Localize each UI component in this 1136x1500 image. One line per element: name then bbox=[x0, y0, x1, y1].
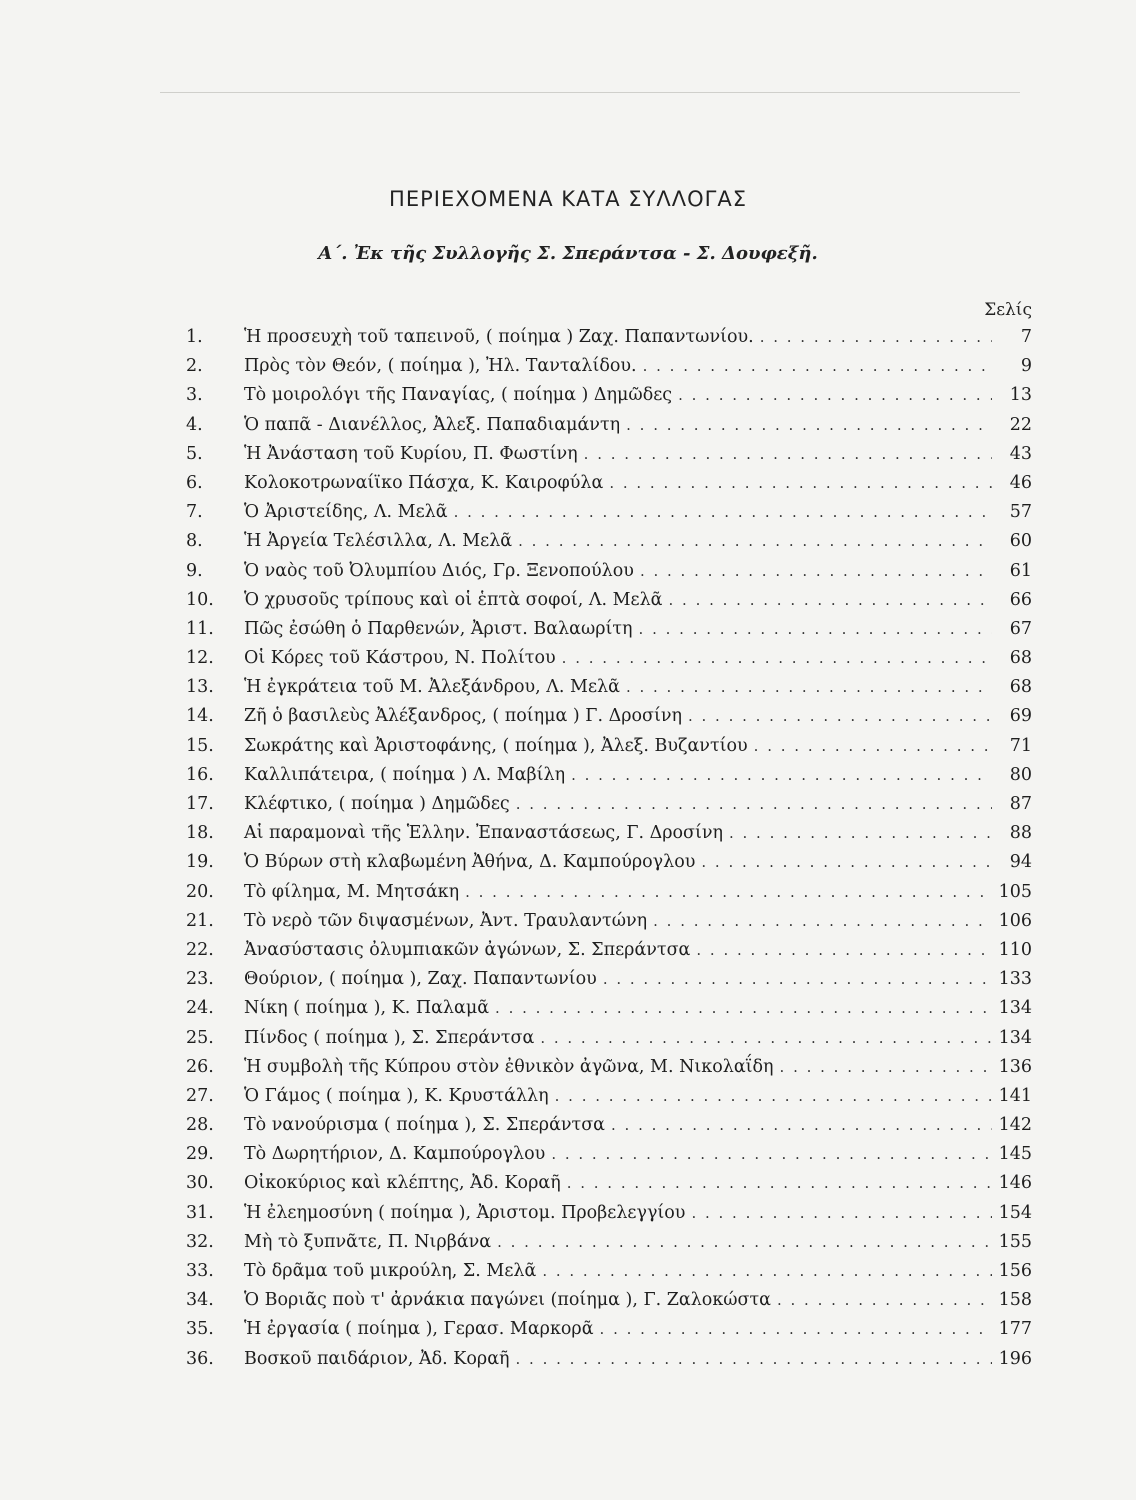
toc-entry bbox=[186, 1203, 1032, 1232]
toc-entry-number: 1. bbox=[186, 327, 203, 347]
toc-entry-title: Τὸ Δωρητήριον, Δ. Καμπούρογλου bbox=[244, 1144, 546, 1165]
toc-entry bbox=[186, 385, 1032, 414]
toc-entry-number: 6. bbox=[186, 472, 203, 493]
toc-entry-title: Καλλιπάτειρα, ( ποίημα ) Λ. Μαβίλη bbox=[244, 764, 566, 785]
toc-entry-title: Πῶς ἐσώθη ὁ Παρθενών, Ἀριστ. Βαλαωρίτη bbox=[244, 618, 633, 639]
dot-leader bbox=[600, 1320, 992, 1338]
dot-leader bbox=[780, 1058, 992, 1076]
dot-leader bbox=[626, 678, 992, 696]
dot-leader bbox=[609, 474, 992, 492]
dot-leader bbox=[639, 620, 992, 638]
toc-entry-page: 57 bbox=[1009, 502, 1032, 523]
page-title: ΠΕΡΙΕΧΟΜΕΝΑ ΚΑΤΑ ΣΥΛΛΟΓΑΣ bbox=[389, 187, 747, 211]
dot-leader bbox=[497, 1233, 992, 1251]
toc-entry-page: 87 bbox=[1009, 794, 1032, 814]
toc-entry-number: 33. bbox=[186, 1261, 214, 1281]
toc-entry-number: 7. bbox=[186, 502, 203, 523]
dot-leader bbox=[640, 562, 992, 580]
toc-entry-title: Κολοκοτρωναίϊκο Πάσχα, Κ. Καιροφύλα bbox=[244, 472, 604, 493]
toc-entry-page: 68 bbox=[1009, 677, 1032, 698]
toc-entry-title: Θούριον, ( ποίημα ), Ζαχ. Παπαντωνίου bbox=[244, 969, 597, 990]
toc-entry bbox=[186, 1232, 1032, 1261]
toc-entry bbox=[186, 677, 1032, 706]
toc-entry-page: 133 bbox=[998, 969, 1032, 990]
toc-entry bbox=[186, 911, 1032, 940]
toc-entry-number: 19. bbox=[186, 852, 214, 873]
toc-entry-number: 21. bbox=[186, 910, 214, 931]
dot-leader bbox=[555, 1087, 992, 1105]
toc-entry-title: Οἱ Κόρες τοῦ Κάστρου, Ν. Πολίτου bbox=[244, 648, 556, 669]
toc-entry bbox=[186, 619, 1032, 648]
dot-leader bbox=[495, 999, 992, 1017]
toc-entry-number: 4. bbox=[186, 414, 203, 435]
toc-entry-title: Αἱ παραμοναὶ τῆς Ἑλλην. Ἐπαναστάσεως, Γ. Δροσίνη bbox=[244, 823, 723, 844]
toc-entry-page: 196 bbox=[998, 1348, 1032, 1369]
toc-entry bbox=[186, 444, 1032, 473]
toc-entry-title: Ἡ Ἀργεία Τελέσιλλα, Λ. Μελᾶ bbox=[244, 531, 513, 552]
toc-entry-number: 28. bbox=[186, 1115, 214, 1136]
toc-entry-page: 60 bbox=[1009, 531, 1032, 552]
toc-entry-title: Ἡ ἐργασία ( ποίημα ), Γερασ. Μαρκορᾶ bbox=[244, 1319, 594, 1340]
toc-entry-page: 66 bbox=[1009, 589, 1032, 610]
toc-entry-page: 177 bbox=[998, 1319, 1032, 1340]
dot-leader bbox=[454, 503, 992, 521]
toc-entry-number: 36. bbox=[186, 1348, 214, 1369]
toc-entry bbox=[186, 502, 1032, 531]
toc-entry bbox=[186, 1057, 1032, 1086]
toc-entry bbox=[186, 327, 1032, 356]
toc-entry bbox=[186, 1261, 1032, 1290]
toc-entry-page: 43 bbox=[1009, 443, 1032, 464]
toc-entry-number: 16. bbox=[186, 764, 214, 785]
toc-entry-number: 26. bbox=[186, 1056, 214, 1077]
toc-entry-number: 14. bbox=[186, 706, 214, 727]
toc-entry-number: 32. bbox=[186, 1231, 214, 1252]
toc-entry-title: Ἡ ἐλεημοσύνη ( ποίημα ), Ἀριστομ. Προβελεγγίου bbox=[244, 1202, 686, 1223]
toc-entry-page: 94 bbox=[1009, 852, 1032, 873]
toc-entry-page: 22 bbox=[1009, 414, 1032, 435]
toc-entry bbox=[186, 590, 1032, 619]
dot-leader bbox=[760, 328, 992, 346]
dot-leader bbox=[669, 591, 993, 609]
toc-entry-title: Πίνδος ( ποίημα ), Σ. Σπεράντσα bbox=[244, 1027, 535, 1048]
toc-entry bbox=[186, 561, 1032, 590]
dot-leader bbox=[584, 445, 992, 463]
toc-entry-title: Ὁ παπᾶ - Διανέλλος, Ἀλεξ. Παπαδιαμάντη bbox=[244, 414, 621, 435]
toc-entry-page: 9 bbox=[1020, 356, 1032, 377]
toc-entry-number: 29. bbox=[186, 1144, 214, 1165]
dot-leader bbox=[626, 416, 992, 434]
toc-entry bbox=[186, 1028, 1032, 1057]
toc-entry bbox=[186, 852, 1032, 881]
toc-entry-title: Ὁ Βοριᾶς ποὺ τ' ἀρνάκια παγώνει (ποίημα ), Γ. Ζαλοκώστα bbox=[244, 1290, 771, 1311]
toc-entry bbox=[186, 1173, 1032, 1202]
dot-leader bbox=[611, 1116, 992, 1134]
toc-entry bbox=[186, 940, 1032, 969]
toc-entry-number: 2. bbox=[186, 356, 203, 377]
toc-entry bbox=[186, 736, 1032, 765]
toc-entry-page: 71 bbox=[1009, 735, 1032, 756]
toc-entry-title: Ἀνασύστασις ὀλυμπιακῶν ἀγώνων, Σ. Σπεράντσα bbox=[244, 939, 691, 960]
toc-entry-number: 13. bbox=[186, 677, 214, 698]
toc-entry-title: Ὁ Γάμος ( ποίημα ), Κ. Κρυστάλλη bbox=[244, 1085, 549, 1106]
toc-entry bbox=[186, 1290, 1032, 1319]
toc-entry-page: 155 bbox=[998, 1231, 1032, 1252]
toc-entry-title: Ὁ Βύρων στὴ κλαβωμένη Ἀθήνα, Δ. Καμπούρογλου bbox=[244, 852, 696, 873]
dot-leader bbox=[567, 1174, 992, 1192]
toc-entry bbox=[186, 648, 1032, 677]
dot-leader bbox=[516, 1350, 993, 1368]
dot-leader bbox=[540, 1029, 992, 1047]
section-subtitle: Α΄. Ἐκ τῆς Συλλογῆς Σ. Σπεράντσα - Σ. Δουφεξῆ. bbox=[318, 243, 818, 264]
toc-entry-number: 12. bbox=[186, 648, 214, 669]
toc-entry-number: 35. bbox=[186, 1319, 214, 1340]
dot-leader bbox=[688, 707, 992, 725]
toc-entry-number: 20. bbox=[186, 881, 214, 902]
toc-entry-number: 8. bbox=[186, 531, 203, 552]
toc-entry-page: 106 bbox=[998, 910, 1032, 931]
toc-entry bbox=[186, 473, 1032, 502]
dot-leader bbox=[562, 649, 992, 667]
toc-entry-page: 134 bbox=[998, 998, 1032, 1019]
toc-entry bbox=[186, 823, 1032, 852]
dot-leader bbox=[551, 1145, 992, 1163]
toc-entry-number: 23. bbox=[186, 969, 214, 990]
toc-entry bbox=[186, 356, 1032, 385]
toc-entry-number: 25. bbox=[186, 1027, 214, 1048]
dot-leader bbox=[777, 1291, 992, 1309]
toc-entry-title: Τὸ φίλημα, Μ. Μητσάκη bbox=[244, 881, 460, 902]
toc-entry bbox=[186, 1086, 1032, 1115]
dot-leader bbox=[571, 766, 992, 784]
toc-entry bbox=[186, 1144, 1032, 1173]
dot-leader bbox=[603, 970, 992, 988]
toc-entry-page: 141 bbox=[998, 1085, 1032, 1106]
dot-leader bbox=[691, 1204, 992, 1222]
dot-leader bbox=[701, 853, 992, 871]
toc-entry-number: 10. bbox=[186, 589, 214, 610]
toc-entry-number: 18. bbox=[186, 823, 214, 844]
toc-entry bbox=[186, 882, 1032, 911]
toc-entry-page: 154 bbox=[998, 1202, 1032, 1223]
toc-entry-title: Ὁ Ἀριστείδης, Λ. Μελᾶ bbox=[244, 502, 448, 523]
toc-entry-page: 80 bbox=[1009, 764, 1032, 785]
toc-entry-title: Ἡ ἐγκράτεια τοῦ Μ. Ἀλεξάνδρου, Λ. Μελᾶ bbox=[244, 677, 620, 698]
toc-entry-number: 34. bbox=[186, 1290, 214, 1311]
toc-entry-title: Οἰκοκύριος καὶ κλέπτης, Ἀδ. Κοραῆ bbox=[244, 1173, 561, 1194]
toc-entry-number: 11. bbox=[186, 618, 214, 639]
toc-entry bbox=[186, 1115, 1032, 1144]
dot-leader bbox=[465, 883, 992, 901]
toc-entry-page: 156 bbox=[998, 1261, 1032, 1281]
toc-entry-page: 145 bbox=[998, 1144, 1032, 1165]
toc-entry-title: Τὸ μοιρολόγι τῆς Παναγίας, ( ποίημα ) Δημῶδες bbox=[244, 385, 673, 406]
toc-entry-title: Τὸ νερὸ τῶν διψασμένων, Ἀντ. Τραυλαντώνη bbox=[244, 910, 648, 931]
toc-entry-title: Ἡ συμβολὴ τῆς Κύπρου στὸν ἐθνικὸν ἀγῶνα, Μ. Νικολαΐδη bbox=[244, 1056, 774, 1077]
toc-entry-page: 88 bbox=[1009, 823, 1032, 844]
toc-entry-number: 31. bbox=[186, 1202, 214, 1223]
toc-entry-number: 15. bbox=[186, 735, 214, 756]
toc-entry-title: Νίκη ( ποίημα ), Κ. Παλαμᾶ bbox=[244, 998, 490, 1019]
toc-entry-page: 142 bbox=[998, 1115, 1032, 1136]
toc-entry-page: 136 bbox=[998, 1056, 1032, 1077]
bleed-through-rule bbox=[160, 92, 1020, 93]
toc-entry-title: Μὴ τὸ ξυπνᾶτε, Π. Νιρβάνα bbox=[244, 1231, 492, 1252]
toc-entry-title: Πρὸς τὸν Θεόν, ( ποίημα ), Ἠλ. Τανταλίδου. bbox=[244, 356, 637, 377]
toc-entry-page: 158 bbox=[998, 1290, 1032, 1311]
toc-entry-number: 9. bbox=[186, 560, 203, 581]
toc-entry bbox=[186, 998, 1032, 1027]
dot-leader bbox=[643, 357, 992, 375]
toc-entry-title: Τὸ δρᾶμα τοῦ μικρούλη, Σ. Μελᾶ bbox=[244, 1261, 537, 1281]
toc-entry-page: 105 bbox=[998, 881, 1032, 902]
table-of-contents bbox=[186, 327, 1032, 1378]
toc-entry-page: 13 bbox=[1009, 385, 1032, 406]
toc-entry-page: 146 bbox=[998, 1173, 1032, 1194]
toc-entry-page: 134 bbox=[998, 1027, 1032, 1048]
dot-leader bbox=[729, 824, 992, 842]
dot-leader bbox=[518, 532, 992, 550]
page-column-label: Σελίς bbox=[984, 300, 1032, 320]
toc-entry-page: 46 bbox=[1009, 472, 1032, 493]
toc-entry-title: Ἡ Ἀνάσταση τοῦ Κυρίου, Π. Φωστίνη bbox=[244, 443, 578, 464]
toc-entry bbox=[186, 765, 1032, 794]
toc-entry-number: 24. bbox=[186, 998, 214, 1019]
toc-entry-number: 17. bbox=[186, 794, 214, 814]
toc-entry-title: Ὁ χρυσοῦς τρίπους καὶ οἱ ἑπτὰ σοφοί, Λ. Μελᾶ bbox=[244, 589, 663, 610]
toc-entry-title: Ὁ ναὸς τοῦ Ὀλυμπίου Διός, Γρ. Ξενοπούλου bbox=[244, 560, 634, 581]
toc-entry-page: 69 bbox=[1009, 706, 1032, 727]
toc-entry-page: 67 bbox=[1009, 618, 1032, 639]
dot-leader bbox=[678, 386, 992, 404]
dot-leader bbox=[696, 941, 992, 959]
toc-entry-page: 110 bbox=[998, 939, 1032, 960]
dot-leader bbox=[516, 795, 992, 813]
toc-entry-number: 5. bbox=[186, 443, 203, 464]
toc-entry-title: Ζῆ ὁ βασιλεὺς Ἀλέξανδρος, ( ποίημα ) Γ. Δροσίνη bbox=[244, 706, 682, 727]
toc-entry-title: Βοσκοῦ παιδάριον, Ἀδ. Κοραῆ bbox=[244, 1348, 510, 1369]
toc-entry-number: 3. bbox=[186, 385, 203, 406]
toc-entry-number: 30. bbox=[186, 1173, 214, 1194]
dot-leader bbox=[542, 1262, 992, 1280]
toc-entry-page: 68 bbox=[1009, 648, 1032, 669]
toc-entry bbox=[186, 794, 1032, 823]
toc-entry bbox=[186, 415, 1032, 444]
toc-entry-title: Τὸ νανούρισμα ( ποίημα ), Σ. Σπεράντσα bbox=[244, 1115, 605, 1136]
toc-entry bbox=[186, 969, 1032, 998]
toc-entry-number: 22. bbox=[186, 939, 214, 960]
toc-entry bbox=[186, 706, 1032, 735]
toc-entry-page: 7 bbox=[1020, 327, 1032, 347]
dot-leader bbox=[754, 737, 992, 755]
toc-entry-title: Ἡ προσευχὴ τοῦ ταπεινοῦ, ( ποίημα ) Ζαχ. Παπαντωνίου. bbox=[244, 327, 754, 347]
dot-leader bbox=[653, 912, 992, 930]
toc-entry-title: Κλέφτικο, ( ποίημα ) Δημῶδες bbox=[244, 794, 510, 814]
toc-entry-page: 61 bbox=[1009, 560, 1032, 581]
toc-entry-title: Σωκράτης καὶ Ἀριστοφάνης, ( ποίημα ), Ἀλεξ. Βυζαντίου bbox=[244, 735, 748, 756]
toc-entry bbox=[186, 1319, 1032, 1348]
toc-entry bbox=[186, 531, 1032, 560]
toc-entry bbox=[186, 1349, 1032, 1378]
toc-entry-number: 27. bbox=[186, 1085, 214, 1106]
